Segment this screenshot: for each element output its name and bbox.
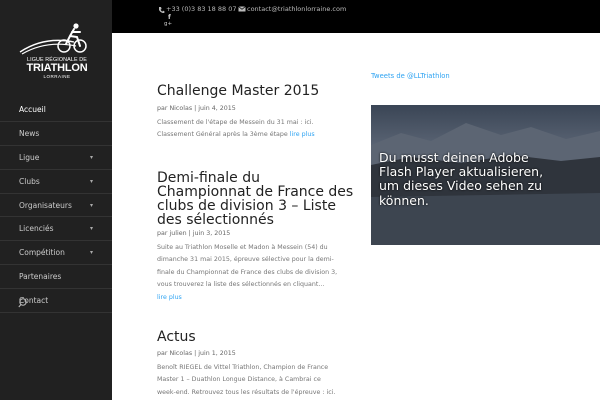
sidebar-item-label: Clubs: [19, 176, 40, 186]
chevron-down-icon[interactable]: ▾: [89, 177, 93, 185]
post-meta: par Nicolas | juin 4, 2015: [157, 105, 236, 112]
triathlon-logo-icon: [14, 22, 100, 56]
sidebar-item-label: News: [19, 128, 40, 138]
flash-update-message: Du musst deinen Adobe Flash Player aktualisieren, um dieses Video sehen zu können.: [379, 150, 544, 208]
sidebar: [0, 0, 112, 400]
sidebar-item-label: Contact: [19, 296, 49, 306]
post-meta: par Nicolas | juin 1, 2015: [157, 350, 236, 357]
post-author[interactable]: julien: [169, 230, 187, 237]
logo-line2: TRIATHLON: [26, 62, 88, 74]
main-nav: [0, 98, 112, 313]
sidebar-item-licenci-s[interactable]: [0, 217, 112, 241]
post-excerpt: Suite au Triathlon Moselle et Madon à Messein (54) du dimanche 31 mai 2015, épreuve sélective pour la demi- finale du Championnat de France des clubs de division 3, vous trouverez la liste des sélectionnés en cliquant... lire plus: [157, 242, 349, 304]
post-author[interactable]: Nicolas: [169, 350, 193, 357]
post-excerpt: Classement de l'étape de Messein du 31 mai : ici. Classement Général après la 3ème étape lire plus: [157, 119, 315, 139]
search-icon[interactable]: [18, 297, 30, 309]
read-more-link[interactable]: lire plus: [289, 131, 315, 139]
sidebar-item-label: Ligue: [19, 152, 40, 162]
sidebar-item-news[interactable]: [0, 122, 112, 146]
post-date: juin 1, 2015: [198, 350, 236, 357]
top-bar: [112, 0, 600, 33]
phone-icon: [158, 6, 165, 14]
post-author[interactable]: Nicolas: [169, 105, 193, 112]
sidebar-item-clubs[interactable]: [0, 170, 112, 194]
email-link[interactable]: contact@triathlonlorraine.com: [247, 5, 347, 13]
sidebar-item-label: Accueil: [19, 105, 46, 114]
sidebar-item-comp-tition[interactable]: [0, 241, 112, 265]
sidebar-item-organisateurs[interactable]: [0, 194, 112, 218]
post-title[interactable]: Actus: [157, 329, 196, 345]
read-more-link[interactable]: lire plus: [157, 293, 182, 301]
chevron-down-icon[interactable]: ▾: [89, 153, 93, 161]
chevron-down-icon[interactable]: ▾: [89, 201, 93, 209]
chevron-down-icon[interactable]: ▾: [89, 249, 93, 257]
sidebar-item-ligue[interactable]: [0, 146, 112, 170]
video-player[interactable]: [371, 105, 600, 245]
post-meta: par julien | juin 3, 2015: [157, 230, 231, 237]
logo[interactable]: [14, 22, 100, 86]
google-plus-icon[interactable]: g+: [164, 21, 173, 27]
sidebar-item-partenaires[interactable]: [0, 265, 112, 289]
sidebar-item-label: Organisateurs: [19, 200, 72, 210]
post-title[interactable]: Challenge Master 2015: [157, 83, 320, 99]
envelope-icon: [238, 6, 246, 12]
post-excerpt: Benoît RIEGEL de Vittel Triathlon, Champion de France Master 1 – Duathlon Longue Distance, à Cambrai ce week-end. Retrouvez tous les résultats de l'épreuve : ici.: [157, 364, 336, 396]
post-date: juin 3, 2015: [192, 230, 231, 237]
phone-number[interactable]: +33 (0)3 83 18 88 07: [166, 5, 237, 13]
sidebar-item-label: Compétition: [19, 248, 65, 258]
post-title[interactable]: Demi-finale du Championnat de France des clubs de division 3 – Liste des sélectionnés: [157, 170, 354, 228]
sidebar-item-contact[interactable]: [0, 289, 112, 313]
main-content: [112, 33, 600, 400]
sidebar-item-accueil[interactable]: [0, 98, 112, 122]
logo-line1: LIGUE RÉGIONALE DE: [27, 57, 87, 63]
post-date: juin 4, 2015: [198, 105, 236, 112]
tweets-link[interactable]: Tweets de @LLTriathlon: [371, 72, 450, 80]
sidebar-item-label: Licenciés: [19, 224, 54, 234]
facebook-icon[interactable]: f: [168, 13, 171, 21]
logo-line3: LORRAINE: [43, 74, 71, 79]
sidebar-item-label: Partenaires: [19, 272, 62, 282]
chevron-down-icon[interactable]: ▾: [89, 225, 93, 233]
